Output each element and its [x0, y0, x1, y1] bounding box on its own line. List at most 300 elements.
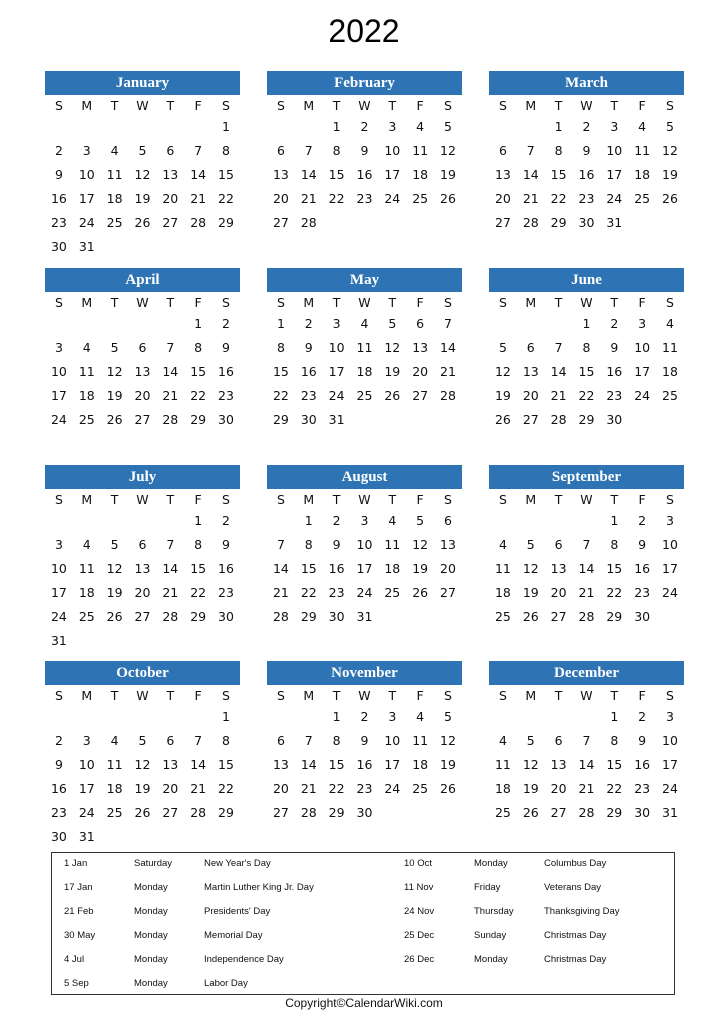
day-cell [545, 312, 573, 336]
day-cell: 10 [606, 143, 623, 158]
day-cell: 17 [634, 364, 651, 379]
day-cell [406, 408, 434, 432]
weekday-label: F [416, 295, 424, 310]
day-cell: 9 [222, 340, 230, 355]
week-row [489, 408, 684, 432]
day-cell: 12 [106, 364, 123, 379]
day-cell: 22 [606, 781, 623, 796]
day-cell: 15 [578, 364, 595, 379]
day-cell: 24 [662, 781, 678, 796]
holiday-date: 11 Nov [404, 882, 434, 893]
day-cell: 6 [526, 340, 535, 355]
holiday-date: 4 Jul [64, 954, 85, 965]
week-row [489, 360, 684, 384]
day-cell [628, 408, 656, 432]
day-cell [73, 629, 101, 653]
day-cell: 10 [50, 561, 67, 576]
weekday-label: S [54, 688, 63, 703]
copyright-text: Copyright©CalendarWiki.com [285, 996, 443, 1010]
day-cell: 7 [554, 340, 563, 355]
day-cell [378, 211, 406, 235]
day-cell: 18 [662, 364, 678, 379]
day-cell: 29 [328, 805, 345, 820]
weekday-label: S [222, 295, 230, 310]
day-cell: 26 [440, 191, 456, 206]
day-cell: 15 [300, 561, 317, 576]
day-cell [45, 705, 73, 729]
weekday-label: M [81, 98, 93, 113]
day-cell: 3 [666, 709, 674, 724]
weekday-header-row [489, 489, 684, 509]
day-cell: 22 [578, 388, 595, 403]
day-cell: 25 [662, 388, 678, 403]
week-row [45, 115, 240, 139]
day-cell: 24 [50, 609, 67, 624]
day-cell: 24 [662, 585, 678, 600]
week-row [267, 605, 462, 629]
weekday-label: T [166, 295, 175, 310]
weekday-header-row [267, 95, 462, 115]
weekday-label: S [54, 295, 63, 310]
day-cell: 25 [494, 609, 511, 624]
day-cell: 19 [494, 388, 511, 403]
day-cell: 21 [300, 191, 317, 206]
day-cell: 15 [606, 757, 623, 772]
month-header: November [267, 661, 462, 685]
day-cell: 22 [218, 781, 234, 796]
day-cell: 7 [582, 733, 591, 748]
day-cell [545, 705, 573, 729]
day-cell: 16 [50, 191, 67, 206]
day-cell: 20 [272, 191, 289, 206]
week-row [45, 163, 240, 187]
weekday-label: M [81, 688, 93, 703]
day-cell [656, 605, 684, 629]
day-cell: 9 [360, 143, 369, 158]
week-row [45, 408, 240, 432]
holiday-date: 5 Sep [64, 978, 89, 989]
day-cell: 6 [498, 143, 507, 158]
weekday-label: W [136, 492, 149, 507]
week-row [267, 753, 462, 777]
day-cell: 4 [110, 143, 119, 158]
week-row [45, 235, 240, 259]
day-cell: 23 [606, 388, 623, 403]
weekday-label: F [194, 492, 202, 507]
day-cell [212, 629, 240, 653]
weekday-label: T [166, 688, 175, 703]
day-cell: 13 [440, 537, 456, 552]
day-cell [73, 509, 101, 533]
day-cell: 14 [578, 561, 595, 576]
holiday-name: Labor Day [204, 978, 248, 989]
day-cell [156, 705, 184, 729]
day-cell: 1 [332, 709, 341, 724]
day-cell [267, 705, 295, 729]
day-cell: 28 [578, 609, 595, 624]
day-cell: 2 [582, 119, 591, 134]
day-cell: 21 [440, 364, 456, 379]
holiday-date: 26 Dec [404, 954, 435, 965]
weekday-label: T [610, 688, 619, 703]
week-row [267, 115, 462, 139]
day-cell: 7 [304, 143, 313, 158]
holiday-date: 10 Oct [404, 858, 432, 869]
day-cell: 17 [78, 191, 95, 206]
day-cell: 14 [300, 167, 317, 182]
holiday-day: Monday [134, 930, 168, 941]
month-header: September [489, 465, 684, 489]
day-cell: 9 [360, 733, 369, 748]
day-cell: 26 [522, 609, 539, 624]
day-cell [101, 705, 129, 729]
day-cell: 10 [662, 537, 678, 552]
weekday-label: F [638, 295, 646, 310]
day-cell: 30 [356, 805, 373, 820]
day-cell [545, 509, 573, 533]
day-cell [129, 509, 157, 533]
weekday-label: W [580, 98, 593, 113]
day-cell: 4 [388, 513, 397, 528]
weekday-header-row [267, 489, 462, 509]
day-cell: 11 [78, 561, 95, 576]
month-july [45, 465, 240, 653]
week-row [489, 211, 684, 235]
weekday-label: T [332, 492, 341, 507]
day-cell: 15 [218, 167, 234, 182]
day-cell: 23 [50, 805, 67, 820]
day-cell: 17 [384, 757, 401, 772]
week-row [267, 139, 462, 163]
holiday-name: Thanksgiving Day [544, 906, 620, 917]
weekday-label: F [416, 492, 424, 507]
day-cell: 13 [412, 340, 429, 355]
weekday-header-row [45, 685, 240, 705]
day-cell: 2 [54, 143, 63, 158]
day-cell [351, 408, 379, 432]
day-cell [184, 235, 212, 259]
day-cell: 29 [218, 805, 234, 820]
day-cell [573, 705, 601, 729]
day-cell: 20 [522, 388, 539, 403]
week-row [267, 557, 462, 581]
day-cell: 24 [606, 191, 623, 206]
week-row [267, 729, 462, 753]
day-cell: 9 [332, 537, 341, 552]
day-cell: 30 [578, 215, 595, 230]
day-cell [184, 629, 212, 653]
day-cell: 24 [78, 805, 95, 820]
weekday-label: T [610, 98, 619, 113]
day-cell [656, 211, 684, 235]
day-cell [45, 115, 73, 139]
day-cell: 25 [494, 805, 511, 820]
day-cell: 25 [356, 388, 373, 403]
day-cell: 24 [50, 412, 67, 427]
day-cell [267, 115, 295, 139]
day-cell: 28 [162, 412, 179, 427]
day-cell: 25 [412, 191, 429, 206]
week-row [45, 336, 240, 360]
day-cell: 21 [550, 388, 567, 403]
day-cell: 23 [578, 191, 595, 206]
day-cell: 5 [110, 340, 119, 355]
holiday-date: 30 May [64, 930, 96, 941]
day-cell: 12 [522, 561, 539, 576]
day-cell: 18 [106, 781, 123, 796]
week-row [489, 163, 684, 187]
day-cell: 31 [328, 412, 345, 427]
day-cell: 18 [356, 364, 373, 379]
day-cell: 20 [134, 585, 151, 600]
day-cell: 11 [412, 733, 429, 748]
weekday-label: W [136, 295, 149, 310]
day-cell: 18 [494, 781, 511, 796]
weekday-label: T [110, 295, 119, 310]
day-cell: 6 [276, 733, 285, 748]
day-cell: 28 [440, 388, 456, 403]
day-cell: 22 [190, 585, 207, 600]
day-cell: 19 [384, 364, 401, 379]
week-row [267, 187, 462, 211]
weekday-label: T [554, 492, 563, 507]
day-cell: 4 [82, 537, 91, 552]
month-header: July [45, 465, 240, 489]
day-cell: 27 [412, 388, 429, 403]
day-cell: 8 [610, 733, 619, 748]
day-cell: 28 [300, 215, 317, 230]
day-cell: 25 [634, 191, 651, 206]
day-cell: 2 [638, 513, 647, 528]
day-cell: 18 [412, 167, 429, 182]
day-cell: 21 [162, 585, 179, 600]
day-cell: 11 [78, 364, 95, 379]
holiday-day: Monday [134, 954, 168, 965]
day-cell: 7 [194, 733, 203, 748]
day-cell: 11 [384, 537, 401, 552]
day-cell: 19 [106, 388, 123, 403]
day-cell: 11 [106, 167, 123, 182]
day-cell: 19 [134, 781, 151, 796]
month-header: April [45, 268, 240, 292]
weekday-label: T [610, 492, 619, 507]
day-cell [156, 235, 184, 259]
weekday-header-row [45, 95, 240, 115]
day-cell: 19 [106, 585, 123, 600]
day-cell: 21 [190, 191, 207, 206]
weekday-label: S [222, 98, 230, 113]
day-cell: 23 [50, 215, 67, 230]
day-cell: 8 [222, 143, 230, 158]
day-cell: 26 [106, 609, 123, 624]
day-cell: 10 [662, 733, 678, 748]
day-cell: 8 [582, 340, 591, 355]
day-cell: 17 [662, 561, 678, 576]
day-cell [351, 211, 379, 235]
weekday-label: T [166, 492, 175, 507]
day-cell: 4 [110, 733, 119, 748]
day-cell: 13 [494, 167, 511, 182]
day-cell: 5 [444, 119, 452, 134]
day-cell: 14 [440, 340, 456, 355]
day-cell: 3 [82, 733, 91, 748]
month-january [45, 71, 240, 259]
day-cell [489, 115, 517, 139]
month-header: February [267, 71, 462, 95]
day-cell: 20 [440, 561, 456, 576]
day-cell: 10 [78, 167, 95, 182]
day-cell [378, 801, 406, 825]
month-header: May [267, 268, 462, 292]
holiday-name: Veterans Day [544, 882, 602, 893]
day-cell: 22 [218, 191, 234, 206]
day-cell: 3 [332, 316, 341, 331]
day-cell: 12 [412, 537, 429, 552]
month-june [489, 268, 684, 432]
day-cell: 8 [610, 537, 619, 552]
day-cell: 28 [550, 412, 567, 427]
day-cell: 20 [550, 781, 567, 796]
day-cell: 7 [166, 537, 175, 552]
weekday-label: S [666, 295, 674, 310]
day-cell: 20 [134, 388, 151, 403]
day-cell: 25 [78, 412, 95, 427]
day-cell: 3 [666, 513, 674, 528]
weekday-label: T [554, 98, 563, 113]
day-cell: 26 [522, 805, 539, 820]
weekday-label: T [110, 688, 119, 703]
day-cell: 16 [218, 364, 234, 379]
day-cell: 29 [606, 609, 623, 624]
day-cell: 6 [554, 537, 563, 552]
day-cell: 29 [190, 609, 207, 624]
day-cell: 8 [194, 537, 203, 552]
day-cell: 9 [638, 537, 647, 552]
day-cell: 5 [526, 537, 535, 552]
day-cell: 29 [550, 215, 567, 230]
day-cell [129, 312, 157, 336]
day-cell: 13 [134, 364, 151, 379]
day-cell [517, 705, 545, 729]
day-cell: 9 [304, 340, 313, 355]
day-cell: 5 [666, 119, 674, 134]
week-row [489, 581, 684, 605]
day-cell: 30 [634, 609, 651, 624]
day-cell [184, 825, 212, 849]
day-cell [378, 408, 406, 432]
weekday-label: F [638, 492, 646, 507]
weekday-label: S [54, 98, 63, 113]
day-cell: 13 [134, 561, 151, 576]
day-cell [156, 629, 184, 653]
day-cell: 23 [356, 781, 373, 796]
day-cell: 13 [550, 757, 567, 772]
day-cell: 7 [276, 537, 285, 552]
weekday-header-row [489, 95, 684, 115]
weekday-label: S [498, 98, 507, 113]
weekday-label: S [222, 492, 230, 507]
day-cell: 3 [388, 119, 397, 134]
day-cell: 15 [272, 364, 289, 379]
month-header: October [45, 661, 240, 685]
holiday-name: Christmas Day [544, 930, 607, 941]
day-cell: 27 [134, 412, 151, 427]
day-cell: 23 [218, 388, 234, 403]
day-cell: 13 [162, 167, 179, 182]
month-december [489, 661, 684, 825]
day-cell: 14 [272, 561, 289, 576]
week-row [267, 533, 462, 557]
day-cell: 23 [218, 585, 234, 600]
day-cell: 20 [162, 191, 179, 206]
day-cell: 30 [218, 412, 234, 427]
day-cell: 5 [416, 513, 425, 528]
week-row [489, 801, 684, 825]
month-october [45, 661, 240, 849]
day-cell: 15 [550, 167, 567, 182]
day-cell: 7 [444, 316, 452, 331]
day-cell: 20 [162, 781, 179, 796]
day-cell [378, 605, 406, 629]
day-cell: 12 [134, 167, 151, 182]
day-cell: 8 [194, 340, 203, 355]
weekday-label: S [444, 98, 452, 113]
holiday-date: 17 Jan [64, 882, 93, 893]
day-cell: 31 [78, 829, 95, 844]
weekday-label: T [332, 98, 341, 113]
day-cell: 29 [300, 609, 317, 624]
day-cell [101, 312, 129, 336]
day-cell: 1 [582, 316, 591, 331]
weekday-label: S [276, 295, 285, 310]
day-cell: 17 [328, 364, 345, 379]
day-cell: 22 [606, 585, 623, 600]
weekday-label: T [388, 295, 397, 310]
day-cell: 6 [138, 340, 147, 355]
week-row [489, 509, 684, 533]
day-cell: 8 [276, 340, 285, 355]
day-cell: 2 [54, 733, 63, 748]
day-cell: 17 [78, 781, 95, 796]
day-cell: 9 [222, 537, 230, 552]
day-cell [434, 408, 462, 432]
day-cell: 31 [606, 215, 623, 230]
day-cell: 30 [606, 412, 623, 427]
day-cell: 16 [356, 167, 373, 182]
holiday-day: Monday [474, 954, 508, 965]
day-cell: 13 [272, 757, 289, 772]
day-cell [406, 801, 434, 825]
week-row [45, 187, 240, 211]
day-cell: 10 [328, 340, 345, 355]
day-cell [101, 629, 129, 653]
day-cell: 4 [360, 316, 369, 331]
day-cell: 12 [494, 364, 511, 379]
day-cell: 16 [356, 757, 373, 772]
weekday-label: S [444, 688, 452, 703]
day-cell: 22 [272, 388, 289, 403]
day-cell: 18 [412, 757, 429, 772]
day-cell: 1 [610, 513, 619, 528]
day-cell: 13 [522, 364, 539, 379]
holiday-day: Thursday [474, 906, 514, 917]
week-row [45, 384, 240, 408]
day-cell: 14 [162, 561, 179, 576]
day-cell: 15 [190, 561, 207, 576]
weekday-label: M [81, 492, 93, 507]
week-row [45, 509, 240, 533]
day-cell: 27 [134, 609, 151, 624]
